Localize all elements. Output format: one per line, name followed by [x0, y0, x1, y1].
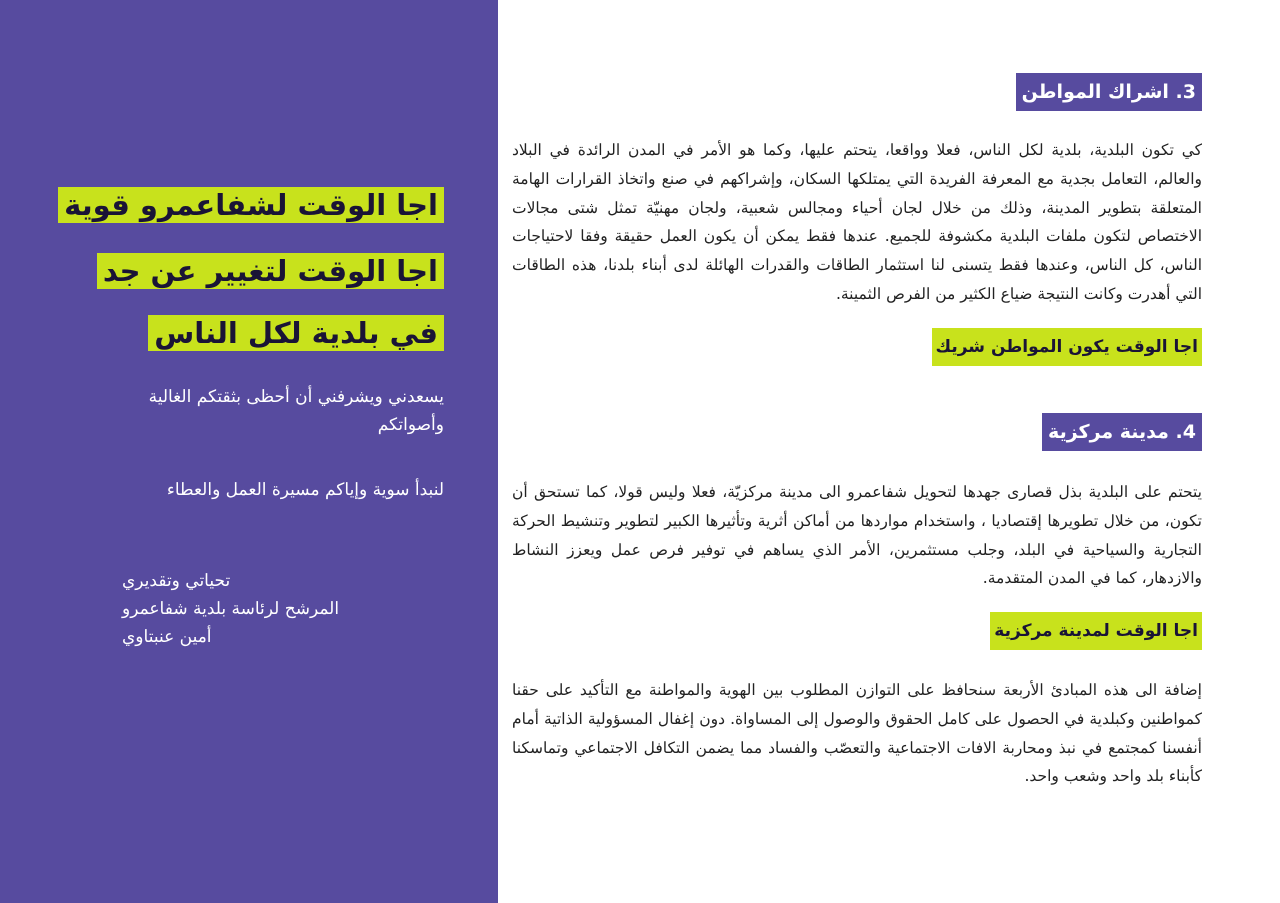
journey-text: لنبدأ سوية وإياكم مسيرة العمل والعطاء	[166, 480, 444, 500]
greeting-text: يسعدني ويشرفني أن أحظى بثقتكم الغالية وأصواتكم	[148, 387, 444, 435]
signoff-greeting: تحياتي وتقديري	[122, 571, 231, 591]
left-purple-panel	[0, 0, 498, 903]
section-4-slogan: اجا الوقت لمدينة مركزية	[990, 612, 1202, 650]
closing-paragraph: إضافة الى هذه المبادئ الأربعة سنحافظ على التوازن المطلوب بين الهوية والمواطنة مع التأكيد على حقنا كمواطنين وكبلدية في الحصول على كامل الحقوق والوصول إلى المساواة. دون إغفال المسؤولية الذاتية أمام أنفسنا كمجتمع في نبذ ومحاربة الافات الاجتماعية والتعصّب والفساد مما يضمن التكافل الاجتماعي وتماسكنا كأبناء بلد واحد وشعب واحد.	[512, 681, 1202, 786]
section-3-title: 3. اشراك المواطن	[1016, 73, 1202, 111]
signoff-candidate-title: المرشح لرئاسة بلدية شفاعمرو	[122, 599, 340, 619]
signoff-block	[122, 567, 422, 651]
headline-1: اجا الوقت لشفاعمرو قوية	[58, 187, 444, 223]
section-3-slogan: اجا الوقت يكون المواطن شريك	[932, 328, 1202, 366]
section-3-body: كي تكون البلدية، بلدية لكل الناس، فعلا وواقعا، يتحتم عليها، وكما هو الأمر في المدن الرائدة في البلاد والعالم، التعامل بجدية مع المعرفة الفريدة التي يمتلكها السكان، وإشراكهم في صنع واتخاذ القرارات الهامة المتعلقة بتطوير المدينة، وذلك من خلال لجان أحياء ومجالس شعبية، ولجان مهنيّة تمثل شتى مجالات الاختصاص لتكون ملفات البلدية مكشوفة للجميع. عندها فقط يمكن أن يكون العمل حقيقة وفقا لاحتياجات الناس، كل الناس، وعندها فقط يتسنى لنا استثمار الطاقات والقدرات الهائلة لدى أبناء بلدنا، هذه الطاقات التي أهدرت وكانت النتيجة ضياع الكثير من الفرص الثمينة.	[512, 141, 1202, 303]
headline-2: اجا الوقت لتغيير عن جد	[97, 253, 444, 289]
section-4-body: يتحتم على البلدية بذل قصارى جهدها لتحويل شفاعمرو الى مدينة مركزيّة، فعلا وليس قولا، كما تستحق أن تكون، من خلال تطويرها إقتصاديا ، واستخدام مواردها من أماكن أثرية وتأثيرها الكبير لتطوير وتنشيط الحركة التجارية والسياحية في البلد، وجلب مستثمرين، الأمر الذي يساهم في توفير فرص عمل ويعزز النشاط والازدهار، كما في المدن المتقدمة.	[512, 483, 1202, 588]
signoff-name: أمين عنبتاوي	[122, 627, 212, 647]
section-4-title: 4. مدينة مركزية	[1042, 413, 1202, 451]
headline-3: في بلدية لكل الناس	[148, 315, 444, 351]
